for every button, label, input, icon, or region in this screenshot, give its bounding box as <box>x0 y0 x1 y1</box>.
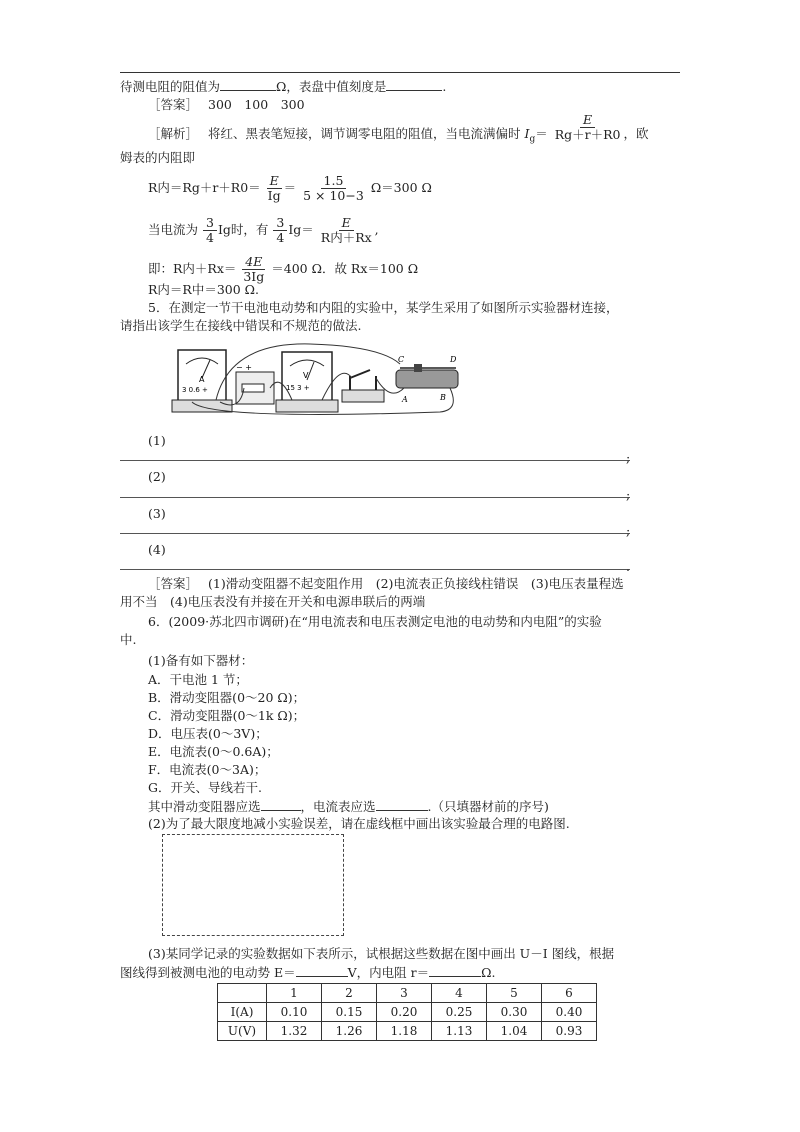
answer-label: ［答案］ <box>148 576 199 591</box>
analysis-line-4 <box>148 216 379 245</box>
option-c: C．滑动变阻器(0～1k Ω)； <box>148 708 306 723</box>
table-cell: 0.30 <box>487 1003 542 1022</box>
text: R内＝Rg＋r＋R0＝ <box>148 180 261 195</box>
table-cell: 1.18 <box>377 1022 432 1041</box>
text: 图线得到被测电池的电动势 E＝ <box>120 965 296 980</box>
text: 当电流为 <box>148 222 199 237</box>
option-d: D．电压表(0～3V)； <box>148 726 268 741</box>
top-rule <box>120 72 680 73</box>
table-header-row <box>218 984 597 1003</box>
voltmeter <box>276 352 338 412</box>
table-cell: 5 <box>487 984 542 1003</box>
q6-part-2: (2)为了最大限度地减小实验误差，请在虚线框中画出该实验最合理的电路图. <box>148 816 570 831</box>
numerator: 1.5 <box>321 174 347 189</box>
analysis-line-3 <box>148 174 432 203</box>
analysis-line-1 <box>148 112 649 148</box>
q6-part-3-a: (3)某同学记录的实验数据如下表所示，试根据这些数据在图中画出 U－I 图线，根据 <box>148 946 615 961</box>
fraction <box>203 216 217 245</box>
numerator: 3 <box>203 216 217 231</box>
answer-5-line-2: 用不当 (4)电压表没有并接在开关和电源串联后的两端 <box>120 594 426 609</box>
label-d: D <box>450 355 457 364</box>
option-b: B．滑动变阻器(0～20 Ω)； <box>148 690 306 705</box>
text: Ig＝ <box>288 222 314 237</box>
svg-text:− +: − + <box>236 363 252 372</box>
text: Ω，表盘中值刻度是 <box>276 79 387 94</box>
text: ＝400 Ω．故 Rx＝100 Ω <box>271 261 419 276</box>
circuit-drawing-box[interactable] <box>162 834 344 936</box>
text: V，内电阻 r＝ <box>347 965 430 980</box>
table-cell <box>218 984 267 1003</box>
answer-5-line-1 <box>148 576 624 592</box>
q5-text-2: 请指出该学生在接线中错误和不规范的做法. <box>120 318 362 333</box>
table-cell: 0.25 <box>432 1003 487 1022</box>
analysis-line-6: R内＝R中＝300 Ω. <box>148 282 259 297</box>
denominator: 3Ig <box>243 269 265 284</box>
fraction <box>301 174 366 203</box>
denominator: R内＋Rx <box>320 230 372 245</box>
fraction <box>241 255 266 284</box>
table-cell: I(A) <box>218 1003 267 1022</box>
analysis-line-2: 姆表的内阻即 <box>120 150 196 165</box>
table-cell: U(V) <box>218 1022 267 1041</box>
denominator: Ig <box>267 188 281 203</box>
text: ，电流表应选 <box>300 799 376 814</box>
option-f: F．电流表(0～3A)； <box>148 762 267 777</box>
q6-line-1: 6．(2009·苏北四市调研)在“用电流表和电压表测定电池的电动势和内电阻”的实验 <box>148 614 602 629</box>
rheostat <box>396 355 458 404</box>
data-table <box>217 983 597 1041</box>
table-cell: 0.40 <box>542 1003 597 1022</box>
answer-values: 300 100 300 <box>208 97 305 112</box>
text: ＝ <box>283 180 297 195</box>
label-b: B <box>440 393 446 402</box>
blank-item-4: (4) <box>148 542 166 557</box>
table-cell: 3 <box>377 984 432 1003</box>
answer-4 <box>148 97 305 113</box>
text: ，欧 <box>623 126 649 141</box>
text: ＝ <box>535 126 548 141</box>
blank-item-3: (3) <box>148 506 166 521</box>
denominator: Rg＋r＋R0 <box>554 127 621 142</box>
numerator: E <box>339 216 354 231</box>
option-g: G．开关、导线若干. <box>148 780 262 795</box>
symbol-sub: g <box>529 134 536 145</box>
q5-text-1: 5．在测定一节干电池电动势和内阻的实验中，某学生采用了如图所示实验器材连接， <box>148 300 619 315</box>
denominator: 4 <box>276 230 285 245</box>
table-cell: 1.32 <box>267 1022 322 1041</box>
numerator: 4E <box>242 255 265 270</box>
answer-line-2[interactable] <box>120 497 630 498</box>
table-cell: 0.15 <box>322 1003 377 1022</box>
numerator: E <box>580 113 595 128</box>
table-row <box>218 1003 597 1022</box>
table-cell: 1 <box>267 984 322 1003</box>
fraction <box>319 216 374 245</box>
blank-item-2: (2) <box>148 469 166 484</box>
table-cell: 0.10 <box>267 1003 322 1022</box>
analysis-label: ［解析］ <box>148 126 199 141</box>
text: Ω＝300 Ω <box>370 180 432 195</box>
fraction <box>273 216 287 245</box>
ammeter-scale: 3 0.6 + <box>182 386 208 394</box>
table-cell: 1.04 <box>487 1022 542 1041</box>
blank[interactable] <box>386 78 442 91</box>
answer-line-4[interactable] <box>120 569 630 570</box>
label-c: C <box>398 355 405 364</box>
text: 即：R内＋Rx＝ <box>148 261 237 276</box>
text: 待测电阻的阻值为 <box>120 79 221 94</box>
fraction <box>553 113 623 142</box>
table-cell: 1.26 <box>322 1022 377 1041</box>
table-cell: 4 <box>432 984 487 1003</box>
answer-label: ［答案］ <box>148 97 199 112</box>
analysis-line-5 <box>148 255 418 284</box>
option-e: E．电流表(0～0.6A)； <box>148 744 279 759</box>
numerator: 3 <box>273 216 287 231</box>
blank[interactable] <box>429 964 481 977</box>
apparatus-figure <box>170 342 470 422</box>
answer-line-1[interactable] <box>120 460 630 461</box>
table-cell: 0.20 <box>377 1003 432 1022</box>
denominator: 5 × 10−3 <box>303 188 364 203</box>
blank[interactable] <box>261 798 301 811</box>
text: Ig时，有 <box>217 222 269 237</box>
voltmeter-scale: 15 3 + <box>286 384 310 392</box>
ammeter-letter: A <box>199 375 205 384</box>
text: Ω. <box>481 965 496 980</box>
text: .（只填器材前的序号) <box>427 799 549 814</box>
table-cell: 6 <box>542 984 597 1003</box>
semicolon: ; <box>626 450 631 465</box>
voltmeter-letter: V <box>303 371 309 380</box>
semicolon: ; <box>626 523 631 538</box>
table-row <box>218 1022 597 1041</box>
answer-line-3[interactable] <box>120 533 630 534</box>
semicolon: ; <box>626 487 631 502</box>
table-cell: 0.93 <box>542 1022 597 1041</box>
table-cell: 1.13 <box>432 1022 487 1041</box>
denominator: 4 <box>206 230 214 245</box>
blank[interactable] <box>376 798 428 811</box>
q6-line-2: 中. <box>120 632 137 647</box>
text: . <box>442 79 447 94</box>
q6-choose <box>148 798 549 815</box>
blank[interactable] <box>220 78 276 91</box>
battery <box>236 363 274 404</box>
blank[interactable] <box>296 964 348 977</box>
text: 将红、黑表笔短接，调节调零电阻的阻值，当电流满偏时 <box>208 126 521 141</box>
text: , <box>374 222 379 237</box>
fraction <box>266 174 283 203</box>
blank-item-1: (1) <box>148 433 166 448</box>
option-a: A．干电池 1 节； <box>148 672 248 687</box>
q6-part-1: (1)备有如下器材： <box>148 653 254 668</box>
resistance-question <box>120 78 446 95</box>
table-cell: 2 <box>322 984 377 1003</box>
q6-part-3-b <box>120 964 495 981</box>
period: . <box>626 559 630 574</box>
text: 其中滑动变阻器应选 <box>148 799 261 814</box>
text: (1)滑动变阻器不起变阻作用 (2)电流表正负接线柱错误 (3)电压表量程选 <box>208 576 624 591</box>
numerator: E <box>267 174 282 189</box>
label-a: A <box>402 395 408 404</box>
symbol: I <box>524 126 530 141</box>
